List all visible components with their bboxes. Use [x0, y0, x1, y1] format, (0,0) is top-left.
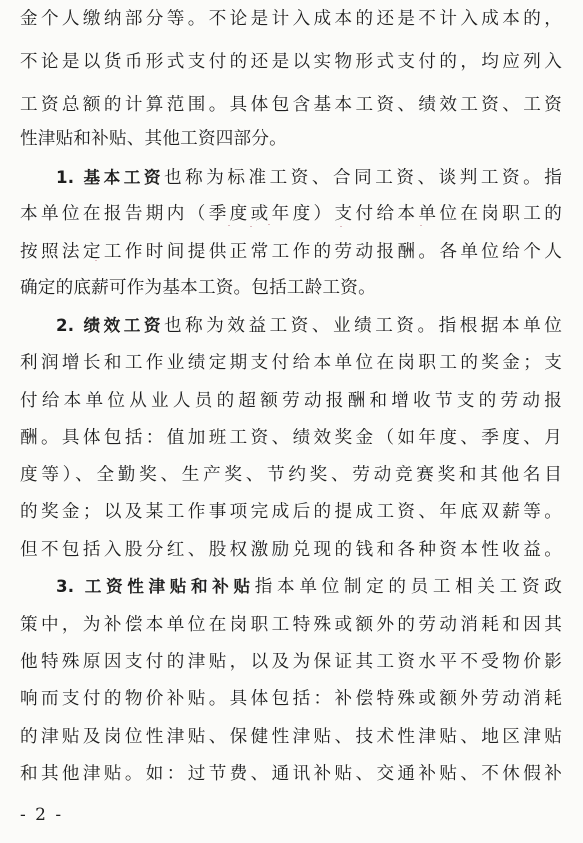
section-heading: 3. 工资性津贴和补贴 [56, 577, 255, 596]
section-allowances-first-line [56, 572, 562, 602]
body-text: 也称为效益工资、业绩工资。指根据本单位 [164, 316, 562, 336]
body-text-line: 按照法定工作时间提供正常工作的劳动报酬。各单位给个人 [20, 242, 562, 262]
section-heading: 2. 绩效工资 [56, 316, 165, 335]
body-text-line: 他特殊原因支付的津贴，以及为保证其工资水平不受物价影 [20, 652, 562, 672]
body-text-line: 工资总额的计算范围。具体包含基本工资、绩效工资、工资 [20, 95, 562, 115]
body-text: 指本单位制定的员工相关工资政 [254, 577, 562, 597]
body-text-line: 策中，为补偿本单位在岗职工特殊或额外的劳动消耗和因其 [20, 615, 562, 635]
section-basic-wage-first-line [56, 163, 562, 193]
body-text-line: 付给本单位从业人员的超额劳动报酬和增收节支的劳动报 [20, 391, 562, 411]
body-text-line: 的奖金；以及某工作事项完成后的提成工资、年底双薪等。 [20, 502, 562, 522]
body-text-line: 酬。具体包括：值加班工资、绩效奖金（如年度、季度、月 [20, 428, 562, 448]
body-text-line: 的津贴及岗位性津贴、保健性津贴、技术性津贴、地区津贴 [20, 727, 562, 747]
body-text-line: 响而支付的物价补贴。具体包括：补偿特殊或额外劳动消耗 [20, 689, 562, 709]
body-text-line: 但不包括入股分红、股权激励兑现的钱和各种资本性收益。 [20, 540, 562, 560]
body-text-line: 度等）、全勤奖、生产奖、节约奖、劳动竞赛奖和其他名目 [20, 465, 562, 485]
body-text-line: 确定的底薪可作为基本工资。包括工龄工资。 [20, 278, 376, 298]
body-text-line: 和其他津贴。如：过节费、通讯补贴、交通补贴、不休假补 [20, 764, 562, 784]
body-text-line: 本单位在报告期内（季度或年度）支付给本单位在岗职工的 [20, 204, 562, 224]
body-text: 也称为标准工资、合同工资、谈判工资。指 [164, 168, 562, 188]
body-text-line: 利润增长和工作业绩定期支付给本单位在岗职工的奖金；支 [20, 353, 562, 373]
section-performance-pay-first-line [56, 311, 562, 341]
body-text-line: 金个人缴纳部分等。不论是计入成本的还是不计入成本的， [20, 9, 562, 29]
body-text-line: 不论是以货币形式支付的还是以实物形式支付的，均应列入 [20, 52, 562, 72]
body-text-line: 性津贴和补贴、其他工资四部分。 [20, 129, 287, 149]
page-number: - 2 - [20, 805, 64, 825]
section-heading: 1. 基本工资 [56, 168, 165, 187]
